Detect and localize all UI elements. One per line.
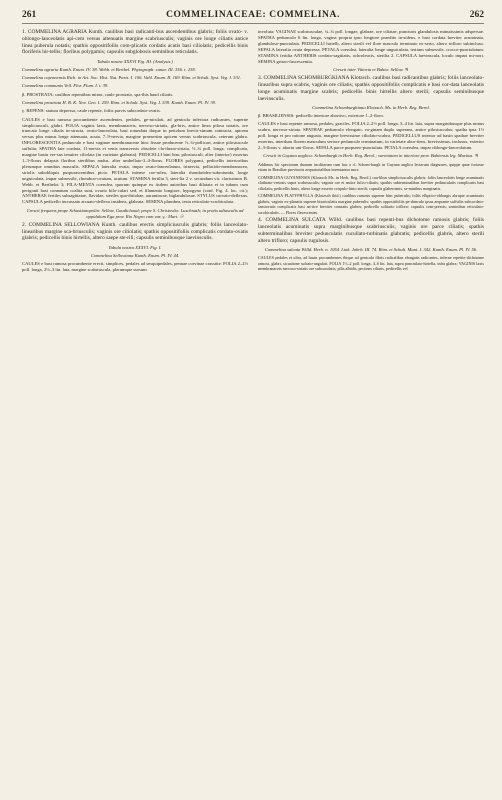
paragraph: Crescit frequens prope Schastianopolin: Sellow, Gaudichaud; prope S. Christovão: Luschnath; in pratis udiusculis ad oppidulum Ega prov. Rio Negro cum var. γ.: Mart. ☉ (26, 207, 244, 219)
paragraph: involuta; VAGINAE scabriusculae, ¼–¾ poll. longae, glabrae, ore ciliatae, puncturis glandulosis minutissimis adspersae. SPATHA pedunculo 6 lin. longo, vagina propria ipso longiore praedito in-sidens, e basi cordata breviter acuminata, glanduloso-punctulata. PEDICELLI hirtelli, altero sterili vel flore masculo terminato ex-serto, altero trifloro subincluso. SEPALA lateralia ovata depressa. PETALA coerulea, lateralia longe unguiculata, tertium subsessile, crocco-punctulatum. STAMINA fertilia ANTHERIS cordato-sagittatis, ochroleucis, sterilia 2. CAPSULA laevinscula, loculo impari mi-nori. SEMINA griseo-fuscescentia. (258, 29, 484, 64)
page-title: COMMELINACEAE: COMMELINA. (166, 10, 340, 20)
left-column (22, 29, 248, 275)
paragraph: γ. REPENS: statura depressa, caule repente, foliis parvis subcordato-ovatis. (22, 108, 161, 114)
paragraph: 1. COMMELINA AGRARIA Kunth. caulibus basi radicanti-bus ascendentibus glabris; foliis ovato- v. oblongo-lanceolatis api-cem versus attenuatis margine scabriusculis; vaginis ore longe ciliatis antice linea puberula notatis; spathis oppositifoliis com-plicatis cordatis acutis basi ciliolatis; pedicellis binis floriferis hir-tellis; floribus polygamis; capsulis subglobosis seminibus reticulatis. (22, 29, 248, 56)
paragraph: CAULES e basi ramosa procumbente erecti, simplices, pedales ad sesquipedales, pennae corvinae crassitie. FOLIA 2–2½ poll. longa, 2½–3 lin. lata, margine scabriuscula, plerumque sursum (22, 261, 248, 273)
paragraph: β. PROSTRATA: caulibus repentibus minor, caule prostrato, spa-this haud ciliatis. (22, 91, 174, 97)
paragraph: CAULES e basi repente ramosa, pedales, graciles. FOLIA 2–2½ poll. longa, 3–4 lin. lata, supra marginibusque plus minus scabra, nervoso-striata. SPATHAE pedunculo elongato, va-ginam duplo superans, antice pilosiusculus; spatha ipsa 1½ poll. longa et pro ratione angusta, margine brevissime ciliolato-scabra. PEDICELLUS interior ad basin spathae breviter exsertus, interdum florem masculum seriore pedunculo terminatum, in varietate abor-tiens, brevissimus, inclusus, exterior 2–3-florus v. abortu uni-florus. SEPALA parce purpureo-punctulata. PETALA coerulea, impar oblongo-lanceolatum. (258, 121, 484, 150)
paragraph: Commelina prostrata H. B. K. Nov. Gen. I. 259. Röm. et Schult. Syst. Veg. I. 539. Kunth. Enum. Pl. IV. 39. (22, 100, 217, 106)
paragraph: CAULES pedales et ultra, ad basin procumbentes ibique ad genicula fibris radicalibus elongatis radicantes, inferne repetite-dichotome ramosi, glabri, sicuatione sulcato-angulati. FOLIA 1½–2 poll. longa, 4–6 lin. lata, supra punctulato-hirtella, infra glabra; VAGINIS laxis membranaceis nervoso-striatis ore subcuculatis, pilis albidis, pectines ciliatis, pedicellis vel (258, 255, 484, 272)
paragraph: Commelina sulcata Willd. Herb. n. 1054. Link. Jahrb. III. 74. Röm. et Schult. Mant. I. 342. Kunth. Enum. Pl. IV. 56. (264, 246, 478, 252)
paragraph: Commelina agraria Kunth. Enum. IV. 38. Webb. et Berthel. Phytograph. canar. III. 356. t. 238. (22, 66, 196, 72)
paragraph: COMMELINA PLATYPHYLLA (Klotzsch ibid.) caulibus ramosis superne hinc puberulis; foliis elliptico-oblongis abrupte acuminatis glabris; vaginis ex-planatis superne bisariculatis margine puberulis; spathis oppositifoliis pe-dunculo ipsas aequante suffultis subcordato-semiovatis complicatis basi an-tice breviter connatis glabris; pedicello solitario trifloro; capsulis com-pressis; seminibus reticulato-scrobiculatis. — Flores flavescentes. (258, 193, 484, 215)
paragraph: Tabula nostra XXXVI. Fig. I. (108, 244, 162, 250)
paragraph: 2. COMMELINA SELLOWIANA Kunth. caulibus erectis simpliciusculis glabris; foliis lanceolato-linearibus margine sca-briusculis; vaginis ore ciliolatis; spathis oppositifoliis complicatis cordato-ovatis glabris; pedicellis binis hirtellis, altero saepe ste-rili; capsulis seminibusque laevinsculis. (22, 221, 248, 242)
page-number-right: 262 (469, 10, 484, 20)
text-columns (22, 29, 484, 275)
paragraph: Crescit inter Vittoria et Bahia: Sellow. ♃ (333, 66, 409, 72)
paragraph: Commelina cajennensis Rich. in Act. Soc. Hist. Nat. Paris. I. 106. Vahl. Enum. II. 169. Röm. et Schult. Syst. Veg. I. 531. (22, 75, 242, 81)
page-number-left: 261 (22, 10, 37, 20)
paragraph: Commelina Schomburghiana Klotzsch. Ms. in Herb. Reg. Berol. (312, 104, 430, 110)
paragraph: 3. COMMELINA SCHOMBURGKIANA Klotzsch. caulibus basi radicantibus glabris; foliis lanceolato-linearibus supra scabris, vaginis ore ciliatis; spathis oppositifoliis complicatis e basi cor-data lanceolatis longe acuminatis margine scabris; pedicellis binis hirtellis altero sterili; capsulis seminibusque laevinsculis. (258, 75, 484, 102)
page-header (22, 10, 484, 24)
paragraph: 4. COMMELINA SULCATA Willd. caulibus basi repenti-bus dichotome ramosis glabris; foliis lanceolatis acuminatis supra marginibusque scabriusculis, vaginis ore parce ciliatis; spathis subterminalibus breviter pedunculatis cucullato-turbinatis glabratis; pedicellis glabris, altero sterili altero trifloro; capsulis rugulosis. (258, 217, 484, 244)
paragraph: Crescit in Guyana anglica: Schomburgk in Herb. Reg. Berol.; varietatem in interiore prov. Bahiensis leg. Martius. ♃ (263, 153, 479, 159)
paragraph: Commelina communis Vell. Flor. Flum. I. t. 39. (22, 83, 109, 89)
paragraph: Tabula nostra XXXVI Fig. III. (Analysis.) (97, 58, 173, 64)
right-column (258, 29, 484, 275)
paragraph: β. BRASILIENSIS: pedicello interiore abortivo, exteriore 1–2-floro. (258, 113, 384, 118)
paragraph: Commelina Sellowiana Kunth. Enum. Pl. IV. 44. (90, 252, 180, 258)
paragraph: CAULES e basi ramosa procumbente ascendentes, pedales, ge-niculati, ad genicula inferiora radicantes, superne simpliciusculi, glabri. FOLIA vaginis laxis, membranaceis, nervoso-striatis, gla-bris, antice linea pilosa notatis, ore truncato longe ciliatis in-structa, ovato-lanceolata, basi rotundata ibique in petiolum brevis-simum contracta, apicem versus plus minus longe attenuata, acuta, 7–9-nervia, margine praesertim apicem versus scabriuscula, ceterum glabra. INFLORESCENTIA pedunculo e basi vaginae membranaceae hinc fissae producente ½–¾-pollicari, antice pilosiuscule suffulta; SPATHA late cordata, 11-nervia et venis transversis obsolete cla-thrato-striata, ½–¾ poll. longa, complicata, margine basin ver-sus tenuiter ciliolata (in varietate glabrata). PEDICELLI bini hinc pilosiusculi, alter (interior) exsertus 1–3-florus delapsis floribus sterilibus nudus, alter umbellato-3–4-florus. FLORES polygami, pedicellis interioribus plerumque omnibus masculis. SEPALA lateralia ovata, impar ovato-lanceolatum, trinervia, pellucido-membranacea, striolis subobliquis purpurascentibus picta. PETALA intense coe-rulea, lateralia rhomboideo-subrotunda, longe unguiculata, impar subsessile, rhomboo-ovatum, acutum. STAMINA fertilia 3, steri-lia 2 v. secundum vir. clarissimos B. Webb. et Berthelot 3; FILA-MENTA coerulea, quorum quinque ex iisdem autoribus basi dilatata et in tubum cum perigonii basi connatum coalita sunt, ovario bilo-culari sed, et filamento longiore, hypogyno (conf. Fig. 4. loc. cit.); ANTHERAE fertiles subsagittatae, flavidae, steriles qua-dritobae, aurantiacae, biglandulosae. STYLUS curvato-deflexus. CAPSULA pedicello incrassato arcuato-deflexo insidens, glabrata. SEMINA plumbea, testa reticulato-scrobiculata. (22, 116, 248, 205)
paragraph: COMMELINA GUYANENSIS (Klotzsch Ms. in Herb. Reg. Berol.) cau-libus simpliciusculis glabris; foliis lanceolatis longe acuminatis clathrato-venosis supra scabriusculis; vaginis ore et antice fulvo-ciliatis; spathis subterminalibus breviter pedunculatis complicatis basi ciliolatis; pedicellis binis, altero longe exserto crispulo-hirto sterili; capsulis glaberrimis, se-minibus marginatis. (258, 174, 484, 191)
paragraph: Addimus hic speciorum duarum incditarum cum hac a cl. Schom-burgk in Guyana anglica lectarum diagnoses, quippe quae fortasse etiam in Brasiliae provinciis aequatorialibus inveniantur mox: (258, 161, 484, 172)
